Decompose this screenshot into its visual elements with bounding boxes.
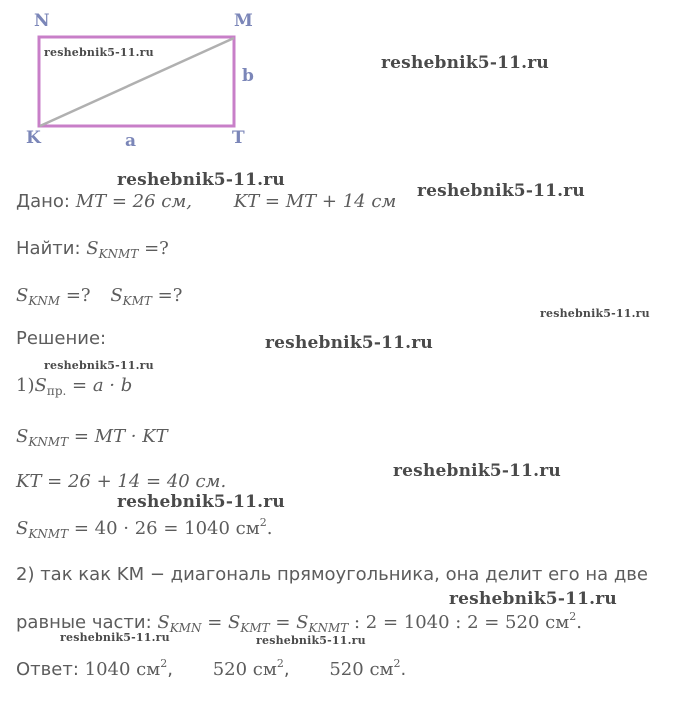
area-calculation: $S_{KNMT} = 40 \cdot 26 = 1040$ $см^2$. [16,516,273,541]
step2-text: 2) так как KM − диагональ прямоугольника, она делит его на две [16,564,648,585]
watermark: reshebnik5-11.ru [44,359,154,372]
watermark: reshebnik5-11.ru [449,589,617,609]
answer-kmt: 520 см [329,659,394,680]
vertex-label-m: M [234,11,253,31]
watermark: reshebnik5-11.ru [381,53,549,73]
watermark: reshebnik5-11.ru [256,634,366,647]
given-kt: KT = MT + 14 см [233,191,397,212]
given-line: Дано: MT = 26 см, KT = MT + 14 см [16,191,397,212]
vertex-label-t: T [232,128,245,148]
side-label-b: b [242,66,254,86]
kt-calculation: KT = 26 + 14 = 40 см. [16,471,227,492]
vertex-label-n: N [34,11,50,31]
watermark: reshebnik5-11.ru [265,333,433,353]
step1-formula: $1)S_{пр.} = a \cdot b$ [16,375,133,398]
solution-heading: Решение: [16,328,107,349]
step1-area-formula: $S_{KNMT}$ = MT · KT [16,426,168,449]
find-line: Найти: $S_{KNMT}$ =? [16,238,169,261]
answer-line: Ответ: 1040 $см^2$, 520 $см^2$, 520 $см^2$. [16,657,407,680]
watermark: reshebnik5-11.ru [60,631,170,644]
step2-equation: равные части: $S_{KMN} = S_{KMT} = S_{KNMT}$ : 2 = 1040 : 2 = 520 $см^2$. [16,610,582,635]
vertex-label-k: K [26,128,41,148]
watermark: reshebnik5-11.ru [117,170,285,190]
side-label-a: a [125,131,137,151]
answer-total: 1040 см [84,659,161,680]
watermark: reshebnik5-11.ru [393,461,561,481]
answer-knm: 520 см [212,659,277,680]
watermark: reshebnik5-11.ru [417,181,585,201]
watermark: reshebnik5-11.ru [117,492,285,512]
rectangle-figure [0,0,699,160]
watermark: reshebnik5-11.ru [44,46,154,59]
watermark: reshebnik5-11.ru [540,307,650,320]
given-mt: MT = 26 см, [75,191,193,212]
find-parts-line: $S_{KNM}$ =? $S_{KMT}$ =? [16,285,183,308]
